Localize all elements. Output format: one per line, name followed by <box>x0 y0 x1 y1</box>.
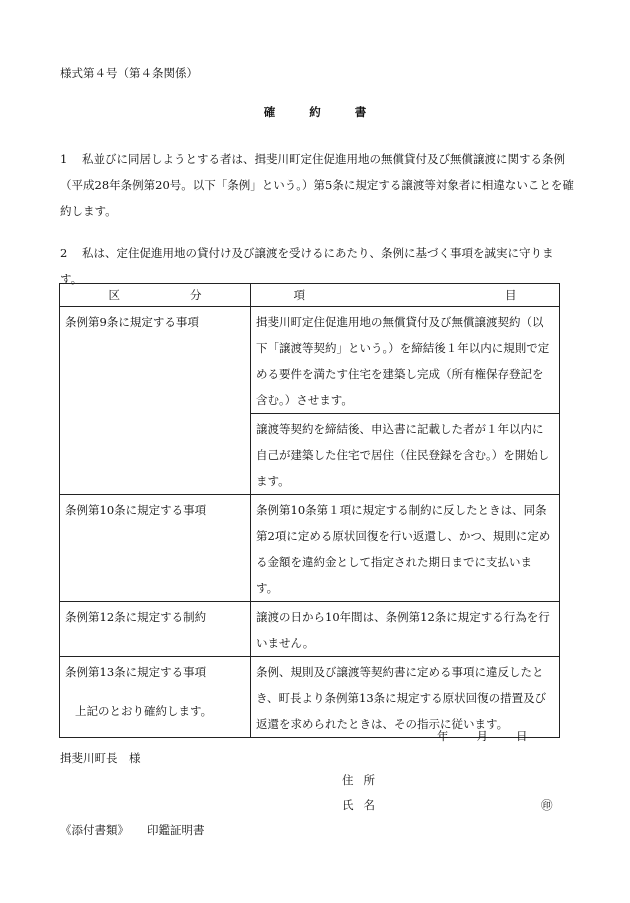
table-row <box>60 495 560 602</box>
address-label: 住所 <box>342 773 385 787</box>
header-category-char-1: 区 <box>108 288 120 302</box>
clause-1-text: 私並びに同居しようとする者は、揖斐川町定住促進用地の無償貸付及び無償譲渡に関する条例（平成28年条例第20号。以下「条例」という。）第5条に規定する譲渡等対象者に相違ないことを確約します。 <box>60 152 574 218</box>
clause-2-number: 2 <box>60 246 68 260</box>
date-year: 年 <box>437 729 449 743</box>
header-category-char-2: 分 <box>190 288 202 302</box>
header-item-char-1: 項 <box>293 288 305 302</box>
header-item-char-2: 目 <box>505 288 517 302</box>
row-item: 譲渡等契約を締結後、申込書に記載した者が１年以内に自己が建築した住宅で居住（住民登録を含む。）を開始します。 <box>251 414 560 495</box>
date-month: 月 <box>476 729 488 743</box>
clause-2-text: 私は、定住促進用地の貸付け及び譲渡を受けるにあたり、条例に基づく事項を誠実に守ります。 <box>60 246 554 286</box>
row-item: 譲渡の日から10年間は、条例第12条に規定する行為を行いません。 <box>251 602 560 657</box>
date-day: 日 <box>516 729 528 743</box>
row-item: 揖斐川町定住促進用地の無償貸付及び無償譲渡契約（以下「譲渡等契約」という。）を締結後１年以内に規則で定める要件を満たす住宅を建築し完成（所有権保存登記を含む。）させます。 <box>251 307 560 414</box>
table-header-row <box>60 284 560 307</box>
row-item: 条例第10条第１項に規定する制約に反したときは、同条第2項に定める原状回復を行い返還し、かつ、規則に定める金額を違約金として指定された期日までに支払います。 <box>251 495 560 602</box>
row-category: 条例第13条に規定する事項 <box>60 657 251 738</box>
table-row <box>60 602 560 657</box>
row-category: 条例第10条に規定する事項 <box>60 495 251 602</box>
document-title: 確約書 <box>263 105 401 119</box>
row-category: 条例第9条に規定する事項 <box>60 307 251 495</box>
obligations-table <box>59 283 560 738</box>
table-row <box>60 307 560 414</box>
seal-mark: ㊞ <box>541 798 553 812</box>
row-item: 条例、規則及び譲渡等契約書に定める事項に違反したとき、町長より条例第13条に規定する原状回復の措置及び返還を求められたときは、その指示に従います。 <box>251 657 560 738</box>
clause-1-number: 1 <box>60 152 68 166</box>
name-label: 氏名 <box>342 798 385 812</box>
attachments <box>60 822 223 838</box>
table-row <box>60 657 560 738</box>
header-item <box>251 284 560 307</box>
attachments-label: 《添付書類》 <box>60 823 129 837</box>
clause-1 <box>60 146 575 224</box>
attachments-item: 印鑑証明書 <box>147 823 205 837</box>
form-number: 様式第４号（第４条関係） <box>60 66 198 80</box>
row-category: 条例第12条に規定する制約 <box>60 602 251 657</box>
addressee: 揖斐川町長 様 <box>60 751 141 765</box>
closing-statement: 上記のとおり確約します。 <box>75 704 213 718</box>
header-category <box>60 284 251 307</box>
date-line <box>437 728 556 744</box>
